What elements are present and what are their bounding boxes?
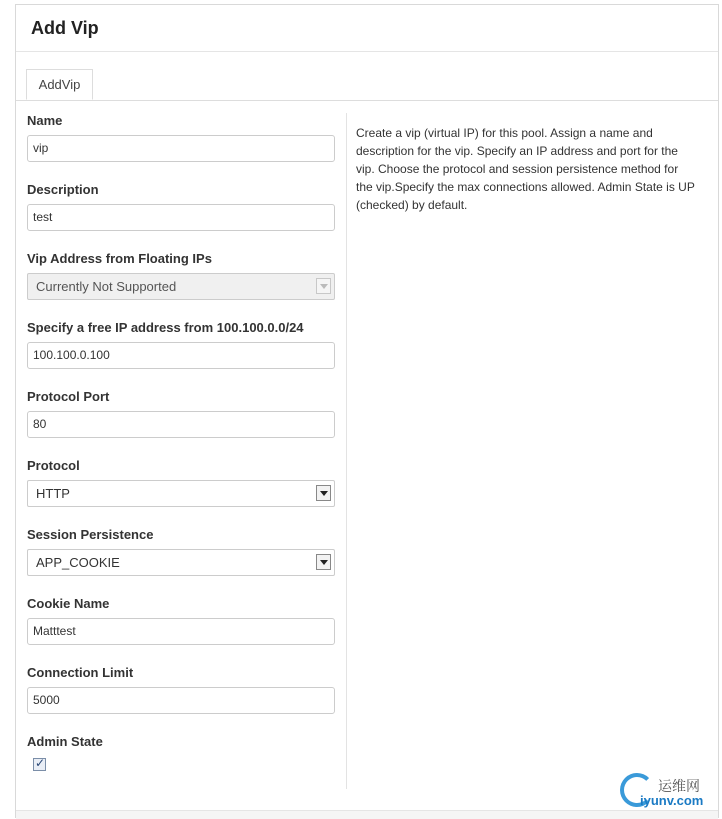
session-persistence-value: APP_COOKIE: [36, 555, 120, 570]
cookie-name-label: Cookie Name: [27, 596, 110, 611]
vip-address-value: Currently Not Supported: [36, 279, 177, 294]
watermark-en: iyunv.com: [640, 793, 704, 808]
chevron-down-icon: [316, 278, 331, 294]
watermark-logo: [618, 771, 718, 813]
connection-limit-input[interactable]: 5000: [27, 687, 335, 714]
connection-limit-label: Connection Limit: [27, 665, 134, 680]
modal-footer: [16, 810, 718, 819]
tab-bar: [16, 69, 718, 101]
description-label: Description: [27, 182, 99, 197]
protocol-label: Protocol: [27, 458, 80, 473]
name-label: Name: [27, 113, 63, 128]
modal-header: [16, 5, 718, 52]
column-divider: [346, 113, 347, 789]
protocol-select[interactable]: [27, 480, 335, 507]
free-ip-label: Specify a free IP address from 100.100.0.0/24: [27, 320, 304, 335]
session-persistence-label: Session Persistence: [27, 527, 154, 542]
chevron-down-icon[interactable]: [316, 554, 331, 570]
help-text: Create a vip (virtual IP) for this pool. Assign a name and description for the vip. Specify an IP address and port for the vip. Choose the protocol and session persistence method for the vip.Specify the max connections allowed. Admin State is UP (checked) by default.: [356, 126, 695, 212]
name-input[interactable]: vip: [27, 135, 335, 162]
watermark-cn: 运维网: [658, 779, 700, 795]
vip-address-label: Vip Address from Floating IPs: [27, 251, 212, 266]
protocol-port-input[interactable]: 80: [27, 411, 335, 438]
chevron-down-icon[interactable]: [316, 485, 331, 501]
tab-addvip[interactable]: AddVip: [26, 69, 93, 100]
modal-title: Add Vip: [31, 18, 99, 38]
vip-address-select: [27, 273, 335, 300]
cookie-name-input[interactable]: Matttest: [27, 618, 335, 645]
description-input[interactable]: test: [27, 204, 335, 231]
protocol-port-label: Protocol Port: [27, 389, 110, 404]
protocol-value: HTTP: [36, 486, 70, 501]
admin-state-checkbox[interactable]: [33, 758, 46, 771]
admin-state-label: Admin State: [27, 734, 103, 749]
add-vip-modal: [15, 4, 719, 818]
session-persistence-select[interactable]: [27, 549, 335, 576]
free-ip-input[interactable]: 100.100.0.100: [27, 342, 335, 369]
